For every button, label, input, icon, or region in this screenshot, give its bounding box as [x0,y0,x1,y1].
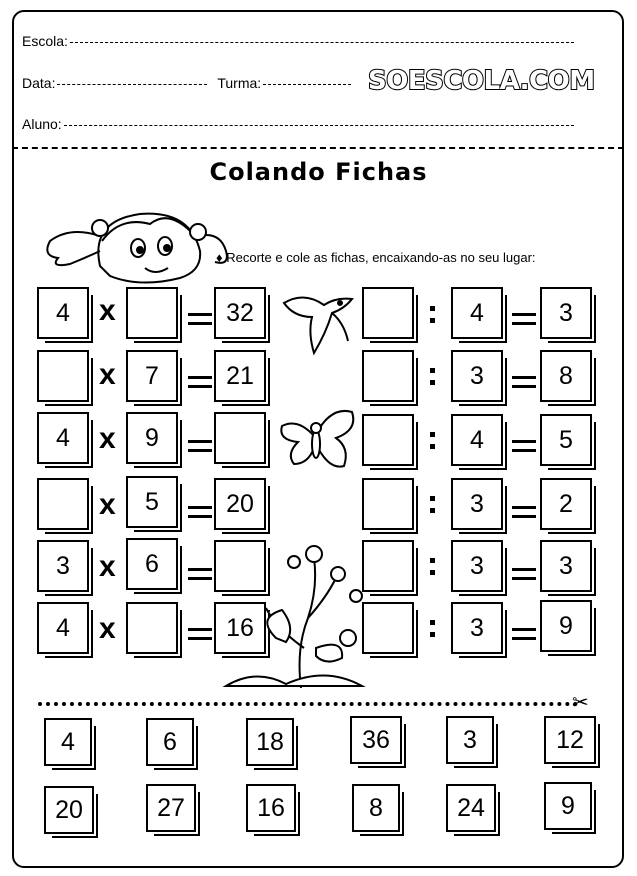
factor-a-box[interactable] [37,540,89,592]
dividend-box[interactable] [362,602,414,654]
quotient-box[interactable] [540,287,592,339]
divisor-box[interactable] [451,350,503,402]
student-label: Aluno: [22,116,62,132]
product-box[interactable] [214,287,266,339]
dividend-box[interactable] [362,350,414,402]
card-value: 12 [556,725,584,754]
divisor-value: 3 [470,551,484,580]
equals-sign [512,440,536,452]
product-box[interactable] [214,540,266,592]
school-field[interactable] [22,33,574,49]
student-field[interactable] [22,116,574,132]
divide-sign [430,306,435,323]
divisor-box[interactable] [451,540,503,592]
product-value: 21 [226,361,254,390]
card[interactable] [146,718,194,766]
factor-b-value: 5 [145,487,159,516]
product-box[interactable] [214,478,266,530]
card-value: 36 [362,725,390,754]
equals-sign [512,568,536,580]
equals-sign [512,628,536,640]
dividend-box[interactable] [362,414,414,466]
equals-sign [512,376,536,388]
quotient-value: 3 [559,298,573,327]
divide-sign [430,558,435,575]
page-title: Colando Fichas [209,158,428,186]
card-value: 4 [61,727,75,756]
multiply-sign: x [99,612,116,645]
quotient-value: 8 [559,361,573,390]
factor-a-box[interactable] [37,602,89,654]
card[interactable] [44,718,92,766]
factor-a-value: 4 [56,298,70,327]
factor-b-box[interactable] [126,350,178,402]
equals-sign [188,506,212,518]
school-label: Escola: [22,33,68,49]
product-box[interactable] [214,602,266,654]
card[interactable] [246,718,294,766]
dividend-box[interactable] [362,540,414,592]
card-value: 20 [55,795,83,824]
school-line[interactable] [70,41,574,43]
factor-b-value: 9 [145,423,159,452]
divisor-box[interactable] [451,478,503,530]
multiply-sign: x [99,488,116,521]
equals-sign [188,440,212,452]
divisor-box[interactable] [451,414,503,466]
factor-a-box[interactable] [37,478,89,530]
divisor-value: 3 [470,613,484,642]
divisor-value: 3 [470,361,484,390]
divisor-value: 4 [470,298,484,327]
factor-b-box[interactable] [126,287,178,339]
soescola-logo: SOESCOLA.COM [368,66,595,96]
butterfly-icon [276,404,358,476]
quotient-box[interactable] [540,350,592,402]
factor-a-value: 3 [56,551,70,580]
card-value: 16 [257,793,285,822]
instruction-text: ♦ Recorte e cole as fichas, encaixando-as no seu lugar: [216,250,536,265]
dividend-box[interactable] [362,287,414,339]
equals-sign [512,506,536,518]
multiply-sign: x [99,422,116,455]
multiply-sign: x [99,550,116,583]
product-value: 20 [226,489,254,518]
divide-sign [430,496,435,513]
factor-a-box[interactable] [37,412,89,464]
factor-a-value: 4 [56,613,70,642]
equals-sign [512,313,536,325]
equals-sign [188,568,212,580]
factor-b-value: 7 [145,361,159,390]
product-box[interactable] [214,412,266,464]
card-value: 3 [463,725,477,754]
card-value: 18 [256,727,284,756]
card[interactable] [44,786,94,834]
bird-icon [274,283,360,361]
divisor-box[interactable] [451,602,503,654]
factor-b-value: 6 [145,549,159,578]
quotient-box[interactable] [540,478,592,530]
card[interactable] [446,784,496,832]
product-value: 16 [226,613,254,642]
class-label: Turma: [217,75,262,91]
factor-a-value: 4 [56,423,70,452]
divisor-box[interactable] [451,287,503,339]
multiply-sign: x [99,358,116,391]
quotient-box[interactable] [540,600,592,652]
quotient-value: 2 [559,489,573,518]
class-line[interactable] [263,83,351,85]
factor-b-box[interactable] [126,476,178,528]
quotient-value: 9 [559,611,573,640]
card[interactable] [246,784,296,832]
quotient-box[interactable] [540,540,592,592]
divisor-value: 4 [470,425,484,454]
product-value: 32 [226,298,254,327]
dividend-box[interactable] [362,478,414,530]
card-value: 27 [157,793,185,822]
card-value: 8 [369,793,383,822]
divisor-value: 3 [470,489,484,518]
equals-sign [188,628,212,640]
card-value: 6 [163,727,177,756]
divide-sign [430,620,435,637]
factor-b-box[interactable] [126,412,178,464]
date-label: Data: [22,75,56,91]
product-box[interactable] [214,350,266,402]
date-line[interactable] [57,83,207,85]
card[interactable] [352,784,400,832]
girl-face-icon [30,196,230,286]
factor-a-box[interactable] [37,350,89,402]
card[interactable] [350,716,402,764]
card[interactable] [146,784,196,832]
card[interactable] [544,782,592,830]
equals-sign [188,313,212,325]
multiply-sign: x [99,294,116,327]
equals-sign [188,376,212,388]
quotient-box[interactable] [540,414,592,466]
card[interactable] [544,716,596,764]
scissors-icon: ✂ [572,692,589,714]
card-value: 24 [457,793,485,822]
divide-sign [430,432,435,449]
card-value: 9 [561,791,575,820]
quotient-value: 5 [559,425,573,454]
factor-b-box[interactable] [126,538,178,590]
factor-a-box[interactable] [37,287,89,339]
factor-b-box[interactable] [126,602,178,654]
divide-sign [430,368,435,385]
student-line[interactable] [64,124,574,126]
date-field[interactable] [22,75,351,91]
card[interactable] [446,716,494,764]
cut-line [38,702,578,706]
quotient-value: 3 [559,551,573,580]
header-separator [12,147,624,149]
